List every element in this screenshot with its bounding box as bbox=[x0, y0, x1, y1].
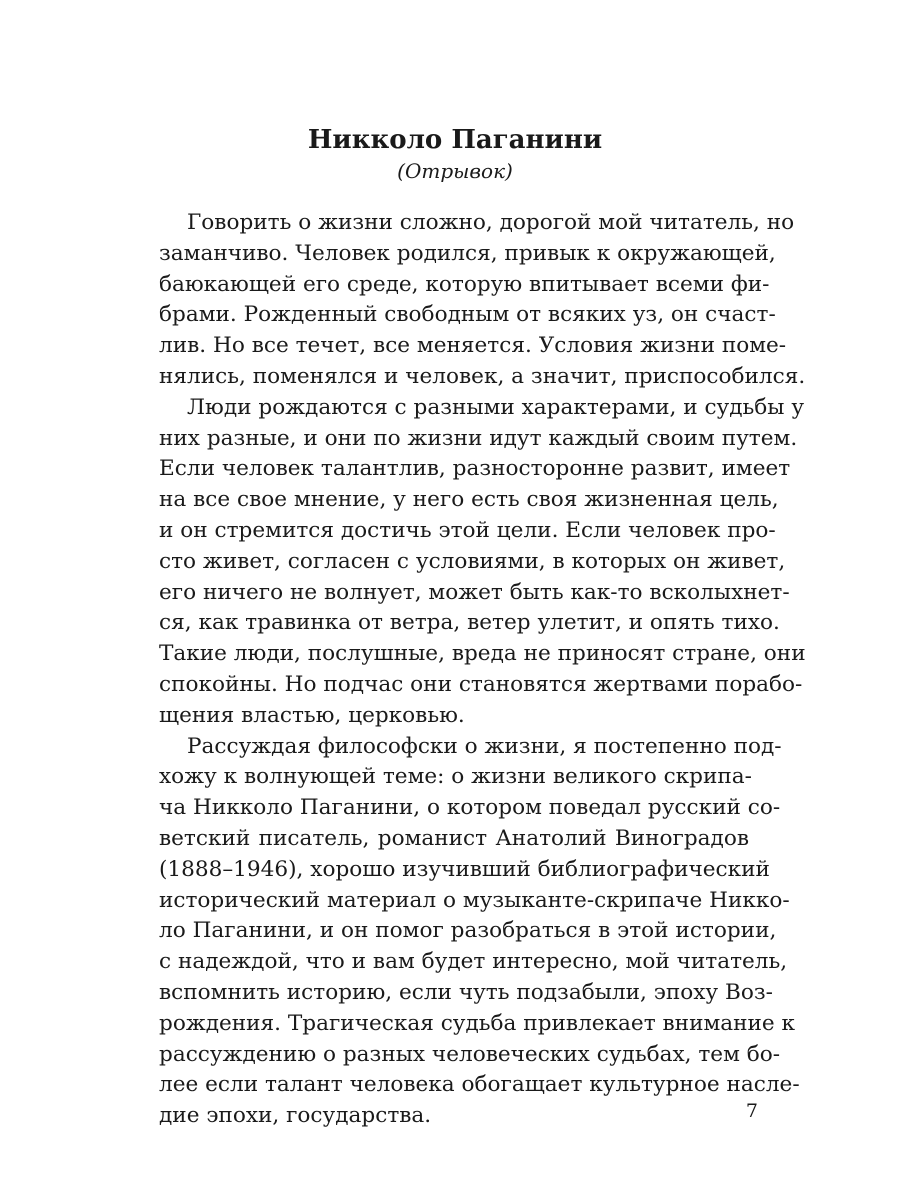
text-line: лее если талант человека обогащает культурное насле- bbox=[159, 1072, 800, 1098]
text-line: вспомнить историю, если чуть подзабыли, эпоху Воз- bbox=[159, 979, 773, 1005]
text-line: брами. Рожденный свободным от всяких уз, он счаст- bbox=[159, 302, 776, 328]
text-line: (1888–1946), хорошо изучивший библиографический bbox=[159, 856, 770, 882]
text-line: Люди рождаются с разными характерами, и судьбы у bbox=[187, 394, 805, 420]
text-line: лив. Но все течет, все меняется. Условия жизни поме- bbox=[159, 333, 787, 359]
page-number: 7 bbox=[745, 1100, 758, 1122]
text-line: Говорить о жизни сложно, дорогой мой читатель, но bbox=[187, 210, 795, 235]
text-line: них разные, и они по жизни идут каждый своим путем. bbox=[159, 425, 798, 451]
text-line: Если человек талантлив, разносторонне развит, имеет bbox=[159, 456, 791, 482]
text-line: ча Никколо Паганини, о котором поведал русский со- bbox=[159, 795, 781, 821]
text-line: и он стремится достичь этой цели. Если человек про- bbox=[159, 517, 776, 543]
text-line: баюкающей его среде, которую впитывает всеми фи- bbox=[159, 271, 770, 297]
body-text bbox=[159, 208, 806, 1132]
text-line: сто живет, согласен с условиями, в которых он живет, bbox=[159, 548, 786, 574]
text-line: исторический материал о музыканте-скрипаче Никко- bbox=[159, 887, 790, 913]
text-line: спокойны. Но подчас они становятся жертвами порабо- bbox=[159, 671, 803, 697]
chapter-subtitle: (Отрывок) bbox=[397, 159, 513, 183]
chapter-title: Никколо Паганини bbox=[307, 125, 603, 155]
text-line: его ничего не волнует, может быть как-то всколыхнет- bbox=[159, 579, 790, 605]
text-line: щения властью, церковью. bbox=[159, 702, 465, 728]
text-line: ло Паганини, и он помог разобраться в этой истории, bbox=[159, 918, 777, 944]
paragraph bbox=[159, 732, 800, 1132]
paragraph bbox=[159, 393, 806, 732]
text-line: рассуждению о разных человеческих судьбах, тем бо- bbox=[159, 1041, 781, 1067]
text-line: заманчиво. Человек родился, привык к окружающей, bbox=[159, 240, 776, 266]
text-line: рождения. Трагическая судьба привлекает внимание к bbox=[159, 1010, 796, 1036]
text-line: дие эпохи, государства. bbox=[159, 1103, 432, 1129]
text-line: на все свое мнение, у него есть своя жизненная цель, bbox=[159, 487, 779, 513]
text-line: нялись, поменялся и человек, а значит, приспособился. bbox=[159, 363, 806, 389]
text-line: Такие люди, послушные, вреда не приносят стране, они bbox=[159, 641, 806, 667]
text-line: ветский писатель, романист Анатолий Виноградов bbox=[159, 825, 749, 851]
paragraph bbox=[159, 208, 806, 393]
text-line: ся, как травинка от ветра, ветер улетит, и опять тихо. bbox=[159, 610, 780, 636]
text-line: с надеждой, что и вам будет интересно, мой читатель, bbox=[159, 949, 788, 975]
text-line: Рассуждая философски о жизни, я постепенно под- bbox=[187, 733, 782, 759]
text-line: хожу к волнующей теме: о жизни великого скрипа- bbox=[159, 764, 752, 790]
